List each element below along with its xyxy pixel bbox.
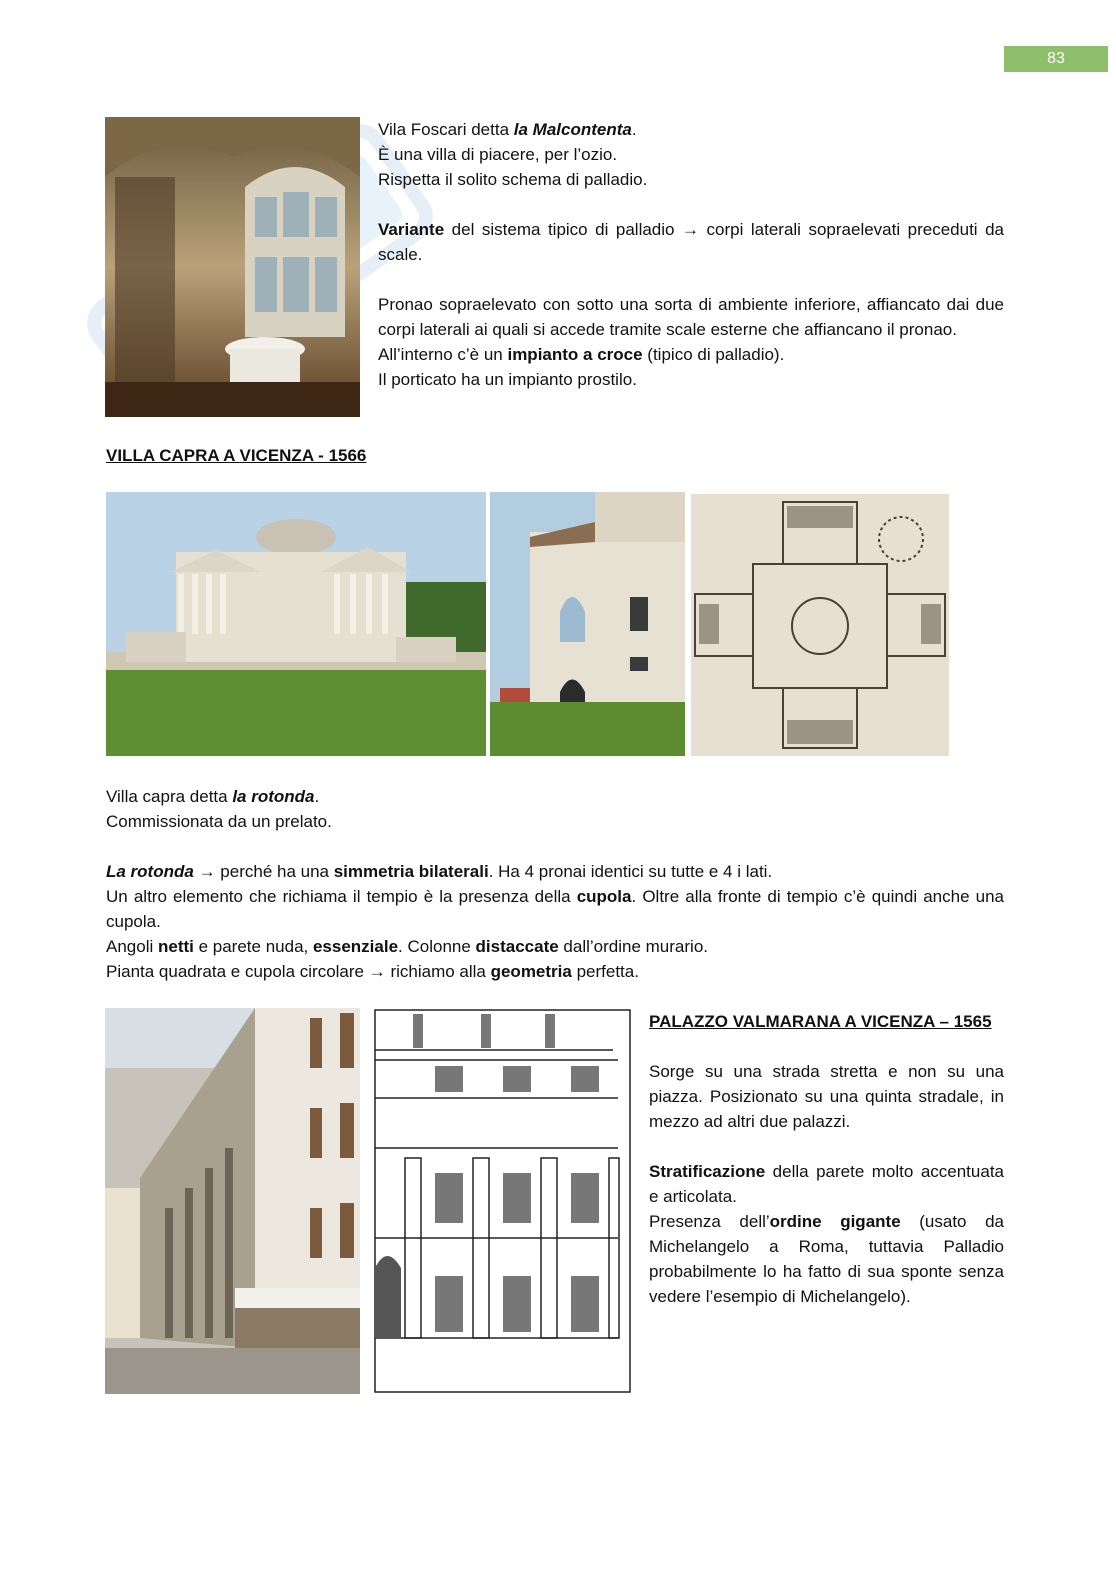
- capra-geometry-bold: geometria: [490, 962, 572, 981]
- capra-l5-a: Angoli: [106, 937, 158, 956]
- foscari-interior-bold: impianto a croce: [507, 345, 643, 364]
- valmarana-paragraph-1: Sorge su una strada stretta e non su una piazza. Posizionato su una quinta stradale, in mezzo ad altri due palazzi.: [649, 1062, 1004, 1131]
- foscari-line3: Rispetta il solito schema di palladio.: [378, 170, 648, 189]
- capra-rotonda-em: La rotonda: [106, 862, 194, 881]
- villa-capra-floor-plan: [691, 494, 949, 756]
- capra-l5-g: dall’ordine murario.: [558, 937, 708, 956]
- foscari-nickname: la Malcontenta: [513, 120, 632, 139]
- capra-line4-post: . Oltre alla fronte di tempio c’è quindi anche una cupola.: [106, 887, 1004, 931]
- capra-l5-b: netti: [157, 937, 194, 956]
- valmarana-p3-post: (usato da Michelangelo a Roma, tuttavia Palladio probabilmente lo ha fatto di sua sponte senza vedere l’esempio di Michelangelo).: [649, 1212, 1005, 1306]
- foscari-variant-bold: Variante: [378, 220, 445, 239]
- foscari-interior-post: (tipico di palladio).: [642, 345, 785, 364]
- foscari-line2: È una villa di piacere, per l’ozio.: [378, 145, 618, 164]
- capra-l6-pre: Pianta quadrata e cupola circolare → richiamo alla: [106, 962, 491, 981]
- villa-capra-detail-photo: [490, 492, 685, 756]
- capra-cupola-bold: cupola: [576, 887, 632, 906]
- valmarana-giant-order-bold: ordine gigante: [769, 1212, 901, 1231]
- capra-symmetry-bold: simmetria bilaterali: [333, 862, 489, 881]
- capra-line1-pre: Villa capra detta: [106, 787, 233, 806]
- page-number: 83: [1004, 46, 1108, 72]
- villa-capra-exterior-photo: [106, 492, 486, 756]
- capra-line1-post: .: [314, 787, 320, 806]
- palazzo-valmarana-street-photo: [105, 1008, 360, 1394]
- palazzo-valmarana-elevation-drawing: [373, 1008, 632, 1394]
- villa-capra-heading: VILLA CAPRA A VICENZA - 1566: [106, 446, 367, 465]
- foscari-interior-pre: All’interno c’è un: [378, 345, 508, 364]
- capra-l5-d: essenziale: [312, 937, 399, 956]
- valmarana-p3-pre: Presenza dell’: [649, 1212, 770, 1231]
- foscari-portico-line: Il porticato ha un impianto prostilo.: [378, 370, 637, 389]
- valmarana-stratification-bold: Stratificazione: [649, 1162, 766, 1181]
- palazzo-valmarana-heading: PALAZZO VALMARANA A VICENZA – 1565: [649, 1012, 992, 1031]
- capra-line3-mid: → perché ha una: [193, 862, 334, 881]
- capra-line2: Commissionata da un prelato.: [106, 812, 332, 831]
- capra-line4-pre: Un altro elemento che richiama il tempio è la presenza della: [106, 887, 577, 906]
- capra-l5-f: distaccate: [475, 937, 559, 956]
- capra-l5-c: e parete nuda,: [193, 937, 313, 956]
- villa-foscari-interior-photo: [105, 117, 360, 417]
- valmarana-paragraph-2: della parete molto accentuata e articolata.: [649, 1162, 1004, 1206]
- capra-line3-post: . Ha 4 pronai identici su tutte e 4 i lati.: [488, 862, 773, 881]
- capra-l5-e: . Colonne: [398, 937, 476, 956]
- foscari-title-pre: Vila Foscari detta: [378, 120, 514, 139]
- foscari-title-post: .: [631, 120, 637, 139]
- foscari-pronao-paragraph: Pronao sopraelevato con sotto una sorta di ambiente inferiore, affiancato dai due corpi laterali ai quali si accede tramite scale esterne che affiancano il pronao.: [378, 295, 1004, 339]
- capra-l6-post: perfetta.: [571, 962, 639, 981]
- foscari-variant-text: del sistema tipico di palladio → corpi laterali sopraelevati preceduti da scale.: [378, 220, 1004, 264]
- capra-nickname: la rotonda: [232, 787, 315, 806]
